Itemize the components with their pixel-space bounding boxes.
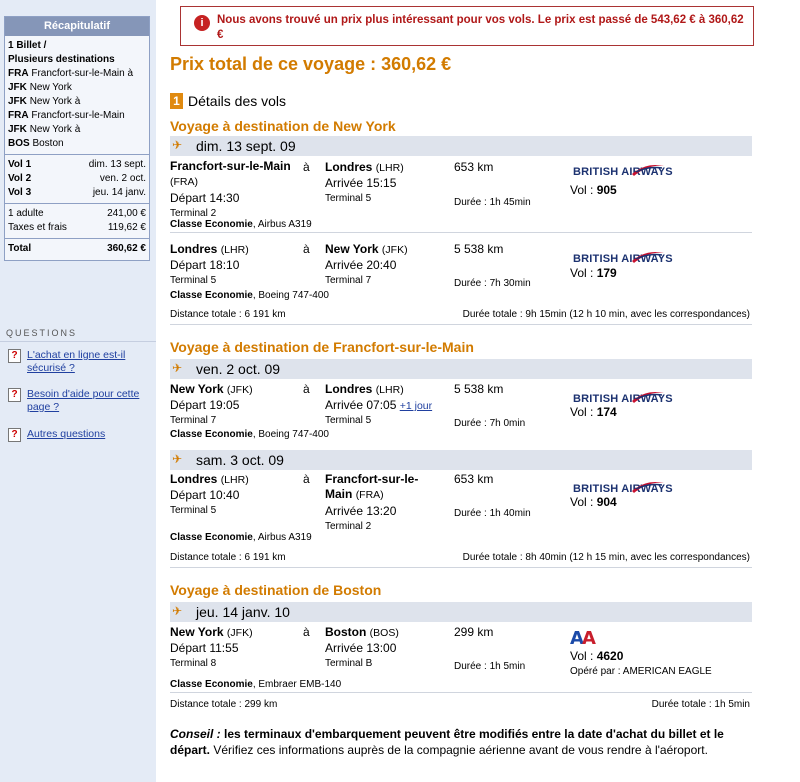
sidebar <box>0 0 156 782</box>
flight-segment: New York (JFK) Départ 19:05 Terminal 7 à Londres (LHR) Arrivée 07:05 +1 jour Terminal 5 5 538 km Durée : 7h 0min BRITISH AIRWAYS Vol : 174 Classe Economie, Boeing 747-400 <box>170 382 673 440</box>
question-link-secure[interactable]: L'achat en ligne est-il sécurisé ? <box>27 349 126 374</box>
recap-flight: Vol 2 ven. 2 oct. <box>8 173 146 184</box>
flight-segment: Francfort-sur-le-Main (FRA) Départ 14:30 Terminal 2 à Londres (LHR) Arrivée 15:15 Terminal 5 653 km Durée : 1h 45min BRITISH AIRWAYS Vol : 905 Classe Economie, Airbus A319 <box>170 158 752 230</box>
help-icon: ? <box>8 349 21 363</box>
british-airways-logo: BRITISH AIRWAYS <box>573 483 673 495</box>
flight-number: 905 <box>596 183 617 197</box>
flight-date: jeu. 14 janv. 10 <box>196 604 290 620</box>
plane-icon: ✈ <box>172 361 183 375</box>
flight-number: 4620 <box>596 649 624 663</box>
british-airways-logo: BRITISH AIRWAYS <box>573 253 673 265</box>
flight-segment: Londres (LHR) Départ 10:40 Terminal 5 à Francfort-sur-le-Main (FRA) Arrivée 13:20 Terminal 2 653 km Durée : 1h 40min BRITISH AIRWAYS Vol : 904 Classe Economie, Airbus A319 <box>170 472 673 543</box>
flight-segment: New York (JFK) Départ 11:55 Terminal 8 à Boston (BOS) Arrivée 13:00 Terminal B 299 km Durée : 1h 5min A A Vol : 4620 Opéré par : AMERICAN EAGLE Classe Economie, Embraer EMB-140 <box>170 625 712 690</box>
recap-tickets: 1 Billet / <box>8 40 47 51</box>
recap-taxes: Taxes et frais 119,62 € <box>8 222 146 233</box>
british-airways-logo: BRITISH AIRWAYS <box>573 393 673 405</box>
voyage-title: Voyage à destination de Francfort-sur-le-Main <box>170 339 474 355</box>
recap-leg: JFK New York <box>8 82 72 93</box>
date-bar <box>170 602 752 622</box>
voyage-totals: Distance totale : 6 191 km Durée totale : 8h 40min (12 h 15 min, avec les correspondances) <box>170 548 752 568</box>
question-item[interactable] <box>8 349 150 375</box>
recap-box <box>4 16 150 261</box>
flight-number: 174 <box>596 405 617 419</box>
recap-type: Plusieurs destinations <box>8 54 115 65</box>
recap-total: Total 360,62 € <box>8 243 146 254</box>
questions-title: QUESTIONS <box>6 328 78 338</box>
step-header <box>170 93 286 109</box>
date-bar <box>170 450 752 470</box>
recap-title: Récapitulatif <box>5 17 149 36</box>
american-airlines-logo: A A <box>570 628 596 649</box>
recap-leg: BOS Boston <box>8 138 64 149</box>
advice-note: Conseil : les terminaux d'embarquement peuvent être modifiés entre la date d'achat du billet et le départ. Vérifiez ces informations auprès de la compagnie aérienne avant de vous rendre à l'aéroport. <box>170 727 724 757</box>
flight-date: dim. 13 sept. 09 <box>196 138 296 154</box>
plane-icon: ✈ <box>172 138 183 152</box>
help-icon: ? <box>8 428 21 442</box>
flight-date: ven. 2 oct. 09 <box>196 361 281 377</box>
recap-leg: JFK New York à <box>8 124 81 135</box>
question-link-other[interactable]: Autres questions <box>27 428 106 440</box>
step-label: Détails des vols <box>188 93 287 109</box>
british-airways-logo: BRITISH AIRWAYS <box>573 166 673 178</box>
recap-flight: Vol 1 dim. 13 sept. <box>8 159 146 170</box>
total-price: Prix total de ce voyage : 360,62 € <box>170 54 452 74</box>
date-bar <box>170 136 752 156</box>
flight-segment: Londres (LHR) Départ 18:10 Terminal 5 à New York (JFK) Arrivée 20:40 Terminal 7 5 538 km Durée : 7h 30min BRITISH AIRWAYS Vol : 179 Classe Economie, Boeing 747-400 <box>170 242 673 301</box>
question-item[interactable] <box>8 428 150 442</box>
operated-by: Opéré par : AMERICAN EAGLE <box>570 666 712 677</box>
flight-number: 179 <box>596 266 617 280</box>
plus-one-day-link[interactable]: +1 jour <box>399 400 433 412</box>
voyage-totals: Distance totale : 299 km Durée totale : 1h 5min <box>170 692 752 712</box>
voyage-totals: Distance totale : 6 191 km Durée totale : 9h 15min (12 h 10 min, avec les correspondances) <box>170 305 752 325</box>
question-link-help[interactable]: Besoin d'aide pour cette page ? <box>27 388 140 413</box>
plane-icon: ✈ <box>172 452 183 466</box>
voyage-title: Voyage à destination de Boston <box>170 582 382 598</box>
flight-number: 904 <box>596 495 617 509</box>
recap-leg: FRA Francfort-sur-le-Main à <box>8 68 134 79</box>
question-item[interactable] <box>8 388 150 414</box>
recap-adult: 1 adulte 241,00 € <box>8 208 146 219</box>
info-icon: i <box>194 15 210 31</box>
recap-flight: Vol 3 jeu. 14 janv. <box>8 187 146 198</box>
price-alert <box>180 6 754 46</box>
help-icon: ? <box>8 388 21 402</box>
step-number: 1 <box>170 93 183 109</box>
price-alert-text: Nous avons trouvé un prix plus intéressant pour vos vols. Le prix est passé de 543,62 € à 360,62 € <box>217 14 744 41</box>
date-bar <box>170 359 752 379</box>
recap-leg: FRA Francfort-sur-le-Main <box>8 110 125 121</box>
plane-icon: ✈ <box>172 604 183 618</box>
flight-date: sam. 3 oct. 09 <box>196 452 284 468</box>
voyage-title: Voyage à destination de New York <box>170 118 396 134</box>
recap-leg: JFK New York à <box>8 96 81 107</box>
